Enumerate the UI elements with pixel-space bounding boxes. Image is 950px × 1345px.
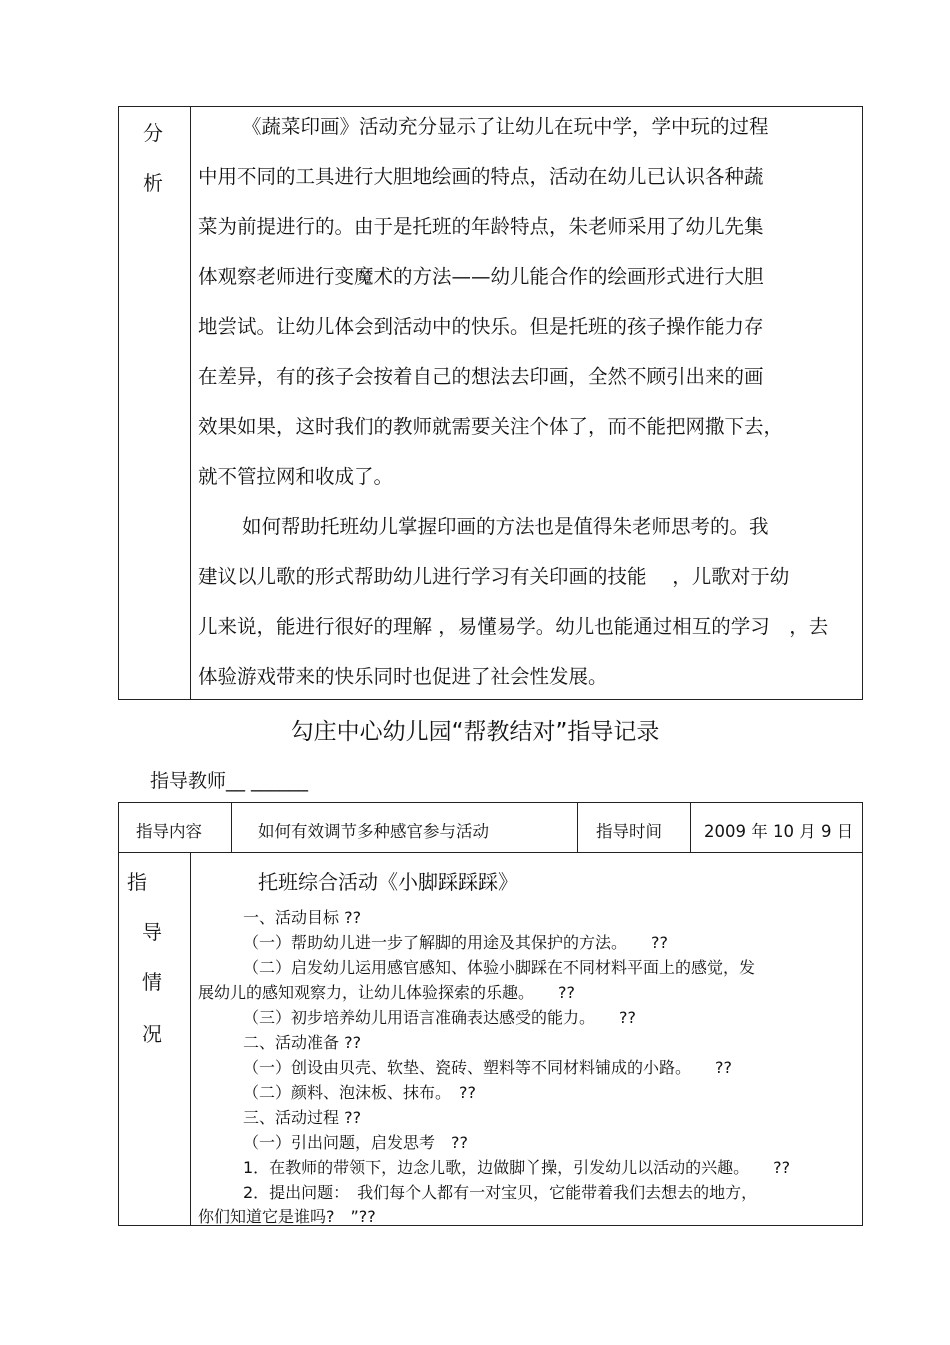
analysis-line: 在差异，有的孩子会按着自己的想法去印画，全然不顾引出来的画 (198, 365, 764, 388)
guidance-line: 2．提出问题： 我们每个人都有一对宝贝，它能带着我们去想去的地方， (243, 1183, 758, 1202)
guidance-line: 1．在教师的带领下，边念儿歌，边做脚丫操，引发幼儿以活动的兴趣。 ?? (243, 1158, 791, 1177)
guidance-time-value: 2009 年 10 月 9 日 (704, 822, 854, 841)
analysis-line: 如何帮助托班幼儿掌握印画的方法也是值得朱老师思考的。我 (242, 515, 769, 538)
guidance-line: 二、活动准备 ?? (243, 1033, 362, 1052)
guidance-label-char: 导 (142, 920, 162, 944)
analysis-line: 体验游戏带来的快乐同时也促进了社会性发展。 (198, 665, 608, 688)
guidance-line: 三、活动过程 ?? (243, 1108, 362, 1127)
teacher-line: 指导教师__ ______ (150, 770, 309, 792)
analysis-line: 体观察老师进行变魔术的方法——幼儿能合作的绘画形式进行大胆 (198, 265, 764, 288)
guidance-line: （一）创设由贝壳、软垫、瓷砖、塑料等不同材料铺成的小路。 ?? (243, 1058, 732, 1077)
guidance-time-label: 指导时间 (596, 822, 662, 841)
guidance-line: （一）引出问题，启发思考 ?? (243, 1133, 468, 1152)
analysis-line: 菜为前提进行的。由于是托班的年龄特点，朱老师采用了幼儿先集 (198, 215, 764, 238)
analysis-line: 地尝试。让幼儿体会到活动中的快乐。但是托班的孩子操作能力存 (198, 315, 764, 338)
analysis-label-char: 分 (143, 121, 163, 145)
guidance-label-char: 况 (142, 1022, 162, 1046)
analysis-line: 建议以儿歌的形式帮助幼儿进行学习有关印画的技能 ，儿歌对于幼 (198, 565, 790, 588)
guidance-line: （一）帮助幼儿进一步了解脚的用途及其保护的方法。 ?? (243, 933, 668, 952)
guidance-line: （三）初步培养幼儿用语言准确表达感受的能力。 ?? (243, 1008, 636, 1027)
guidance-line: （二）启发幼儿运用感官感知、体验小脚踩在不同材料平面上的感觉，发 (243, 958, 756, 977)
guidance-line: 你们知道它是谁吗? ”?? (198, 1207, 376, 1226)
activity-title: 托班综合活动《小脚踩踩踩》 (258, 870, 518, 894)
guidance-label-char: 指 (127, 870, 147, 894)
analysis-line: 就不管拉网和收成了。 (198, 465, 394, 488)
analysis-line: 中用不同的工具进行大胆地绘画的特点，活动在幼儿已认识各种蔬 (198, 165, 764, 188)
record-title: 勾庄中心幼儿园“帮教结对”指导记录 (290, 719, 660, 745)
analysis-label-char: 析 (143, 171, 163, 195)
analysis-line: 儿来说，能进行很好的理解 ，易懂易学。幼儿也能通过相互的学习 ，去 (198, 615, 829, 638)
guidance-line: 展幼儿的感知观察力，让幼儿体验探索的乐趣。 ?? (198, 983, 575, 1002)
guidance-line: （二）颜料、泡沫板、抹布。 ?? (243, 1083, 476, 1102)
guidance-line: 一、活动目标 ?? (243, 908, 362, 927)
guidance-content-value: 如何有效调节多种感官参与活动 (258, 822, 489, 841)
guidance-content-label: 指导内容 (136, 822, 202, 841)
analysis-line: 效果如果，这时我们的教师就需要关注个体了，而不能把网撒下去， (198, 415, 784, 438)
analysis-line: 《蔬菜印画》活动充分显示了让幼儿在玩中学，学中玩的过程 (242, 115, 769, 138)
guidance-label-char: 情 (142, 970, 162, 994)
